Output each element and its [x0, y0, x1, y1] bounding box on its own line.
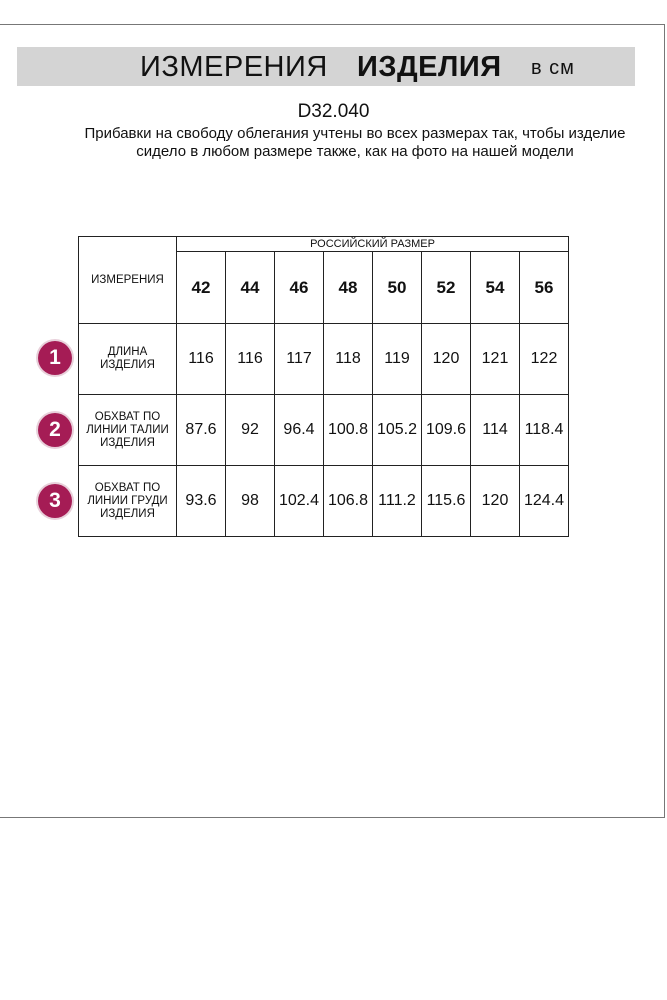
- fit-note: Прибавки на свободу облегания учтены во всех размерах так, чтобы изделие сидело в любом размере также, как на фото на нашей модели: [84, 125, 626, 160]
- title-measurements: ИЗМЕРЕНИЯ: [140, 51, 328, 83]
- table-cell: 114: [471, 395, 520, 466]
- row-label-line: ЛИНИИ ТАЛИИ: [86, 423, 169, 436]
- product-code: D32.040: [297, 101, 370, 122]
- size-header-cell: 54: [471, 252, 520, 324]
- table-cell: 96.4: [275, 395, 324, 466]
- row-label-line: ОБХВАТ ПО: [94, 481, 161, 494]
- row-label-line: ЛИНИИ ГРУДИ: [87, 494, 168, 507]
- row-number-badge: 1: [38, 341, 72, 375]
- table-cell: 117: [275, 324, 324, 395]
- table-cell: 105.2: [373, 395, 422, 466]
- table-cell: 100.8: [324, 395, 373, 466]
- size-header-cell: 48: [324, 252, 373, 324]
- size-header-cell: 42: [177, 252, 226, 324]
- table-cell: 118.4: [520, 395, 569, 466]
- row-label: [79, 466, 177, 537]
- size-header-cell: 46: [275, 252, 324, 324]
- size-header-cell: 52: [422, 252, 471, 324]
- size-table: [78, 236, 569, 537]
- table-row-chest: [79, 466, 569, 537]
- size-header-cell: 56: [520, 252, 569, 324]
- size-header-cell: 50: [373, 252, 422, 324]
- title-product: ИЗДЕЛИЯ: [357, 51, 502, 83]
- table-cell: 115.6: [422, 466, 471, 537]
- table-cell: 111.2: [373, 466, 422, 537]
- table-cell: 118: [324, 324, 373, 395]
- russian-size-header: РОССИЙСКИЙ РАЗМЕР: [177, 237, 569, 252]
- table-cell: 119: [373, 324, 422, 395]
- table-cell: 120: [471, 466, 520, 537]
- table-cell: 98: [226, 466, 275, 537]
- row-number-badge: 2: [38, 413, 72, 447]
- row-label: [79, 324, 177, 395]
- row-label: [79, 395, 177, 466]
- table-cell: 124.4: [520, 466, 569, 537]
- title-unit: в см: [531, 57, 575, 79]
- table-cell: 109.6: [422, 395, 471, 466]
- table-cell: 93.6: [177, 466, 226, 537]
- table-row-waist: [79, 395, 569, 466]
- table-cell: 120: [422, 324, 471, 395]
- row-label-line: ИЗДЕЛИЯ: [100, 359, 155, 371]
- row-number-badge: 3: [38, 484, 72, 518]
- table-cell: 116: [177, 324, 226, 395]
- row-label-line: ОБХВАТ ПО: [94, 410, 161, 423]
- table-cell: 102.4: [275, 466, 324, 537]
- table-cell: 87.6: [177, 395, 226, 466]
- table-cell: 116: [226, 324, 275, 395]
- table-cell: 92: [226, 395, 275, 466]
- size-header-cell: 44: [226, 252, 275, 324]
- measure-header: ИЗМЕРЕНИЯ: [79, 237, 177, 324]
- row-label-line: ИЗДЕЛИЯ: [100, 507, 155, 520]
- row-label-line: ИЗДЕЛИЯ: [100, 436, 155, 449]
- row-label-line: ДЛИНА: [107, 346, 148, 358]
- table-cell: 122: [520, 324, 569, 395]
- table-cell: 106.8: [324, 466, 373, 537]
- table-cell: 121: [471, 324, 520, 395]
- table-row-length: [79, 324, 569, 395]
